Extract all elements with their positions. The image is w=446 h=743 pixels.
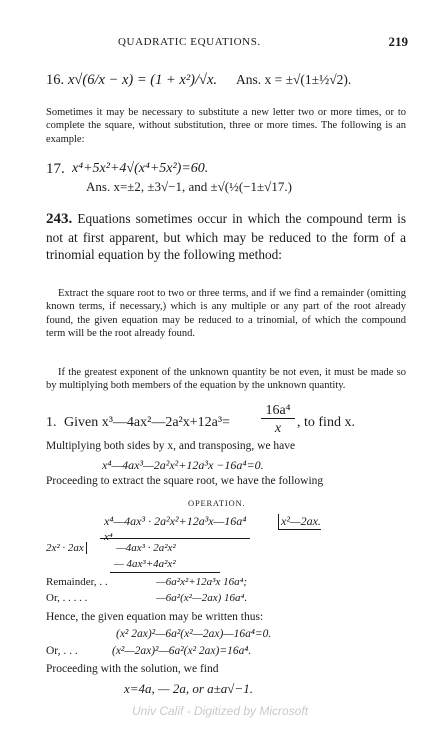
eq-hence-1: (x² 2ax)²—6a²(x²—2ax)—16a⁴=0. <box>116 628 272 640</box>
running-title: QUADRATIC EQUATIONS. <box>118 36 261 48</box>
section-243-number: 243. <box>46 211 73 227</box>
watermark: Univ Calif - Digitized by Microsoft <box>132 704 309 718</box>
ex1-denominator: x <box>274 421 282 436</box>
proceeding-line: Proceeding to extract the square root, we have the following <box>46 475 324 487</box>
ex16-answer: Ans. x = ±√(1±½√2). <box>236 72 352 87</box>
rule-paragraph: Extract the square root to two or three terms, and if we find a remainder (omitting known terms, if necessary,) which is any multiple or any part of the root already found, the given equation may be reduced to a trinomial, of which the compound term will be the root already found. <box>46 288 406 340</box>
op-row3: —4ax³ · 2a²x² <box>116 542 176 554</box>
ex1-given: Given x³—4ax²—2a²x+12a³= <box>64 415 230 430</box>
ex16-number: 16. <box>46 72 65 88</box>
page-number: 219 <box>388 34 408 49</box>
ex16-equation: x√(6/x − x) = (1 + x²)/√x. <box>68 72 218 88</box>
ex17-answer: Ans. x=±2, ±3√−1, and ±√(½(−1±√17.) <box>86 179 292 194</box>
op-row1: x⁴—4ax³ · 2a²x²+12a³x—16a⁴ <box>104 514 247 528</box>
op-root: x²—2ax. <box>278 514 321 530</box>
section-243-text: Equations sometimes occur in which the compound term is not at first apparent, but which may be reduced to the form of a trinomial equation by the following method: <box>46 211 406 263</box>
operation-label: OPERATION. <box>188 498 246 508</box>
ex17-number: 17. <box>46 161 65 177</box>
hence-line: Hence, the given equation may be written thus: <box>46 611 264 623</box>
ex1-tail: , to find x. <box>297 415 355 430</box>
op-remainder: —6a²x²+12a³x 16a⁴; <box>156 576 248 588</box>
op-row2: x⁴ <box>104 531 113 543</box>
op-rule-2 <box>110 572 220 573</box>
intro-paragraph: Sometimes it may be necessary to substitute a new letter two or more times, or to complete the square, without substitution, three or more times. The following is an example: <box>46 107 406 145</box>
op-remainder-label: Remainder, . . <box>46 576 108 588</box>
op-row4: — 4ax³+4a²x² <box>114 558 176 570</box>
exponent-paragraph: If the greatest exponent of the unknown quantity be not even, it must be made so by multiplying both members of the equation by the unknown quantity. <box>46 367 406 392</box>
ex1-numerator: 16a⁴ <box>261 403 295 419</box>
op-rule-1 <box>100 538 250 539</box>
proceeding-2: Proceeding with the solution, we find <box>46 663 219 675</box>
solution-line: x=4a, — 2a, or a±a√−1. <box>124 681 253 696</box>
eq-or-label: Or, . . . <box>46 645 78 657</box>
section-243 <box>46 210 406 264</box>
op-or-label: Or, . . . . . <box>46 592 88 604</box>
eq-transposed: x⁴—4ax³—2a²x²+12a³x −16a⁴=0. <box>102 458 264 472</box>
ex17-equation: x⁴+5x²+4√(x⁴+5x²)=60. <box>72 161 209 176</box>
multiply-line: Multiplying both sides by x, and transposing, we have <box>46 440 296 452</box>
eq-hence-2: (x²—2ax)²—6a²(x² 2ax)=16a⁴. <box>112 645 252 657</box>
op-or-value: —6a²(x²—2ax) 16a⁴. <box>156 592 248 604</box>
op-divisor: 2x² · 2ax <box>46 542 87 554</box>
ex1-number: 1. <box>46 415 57 430</box>
